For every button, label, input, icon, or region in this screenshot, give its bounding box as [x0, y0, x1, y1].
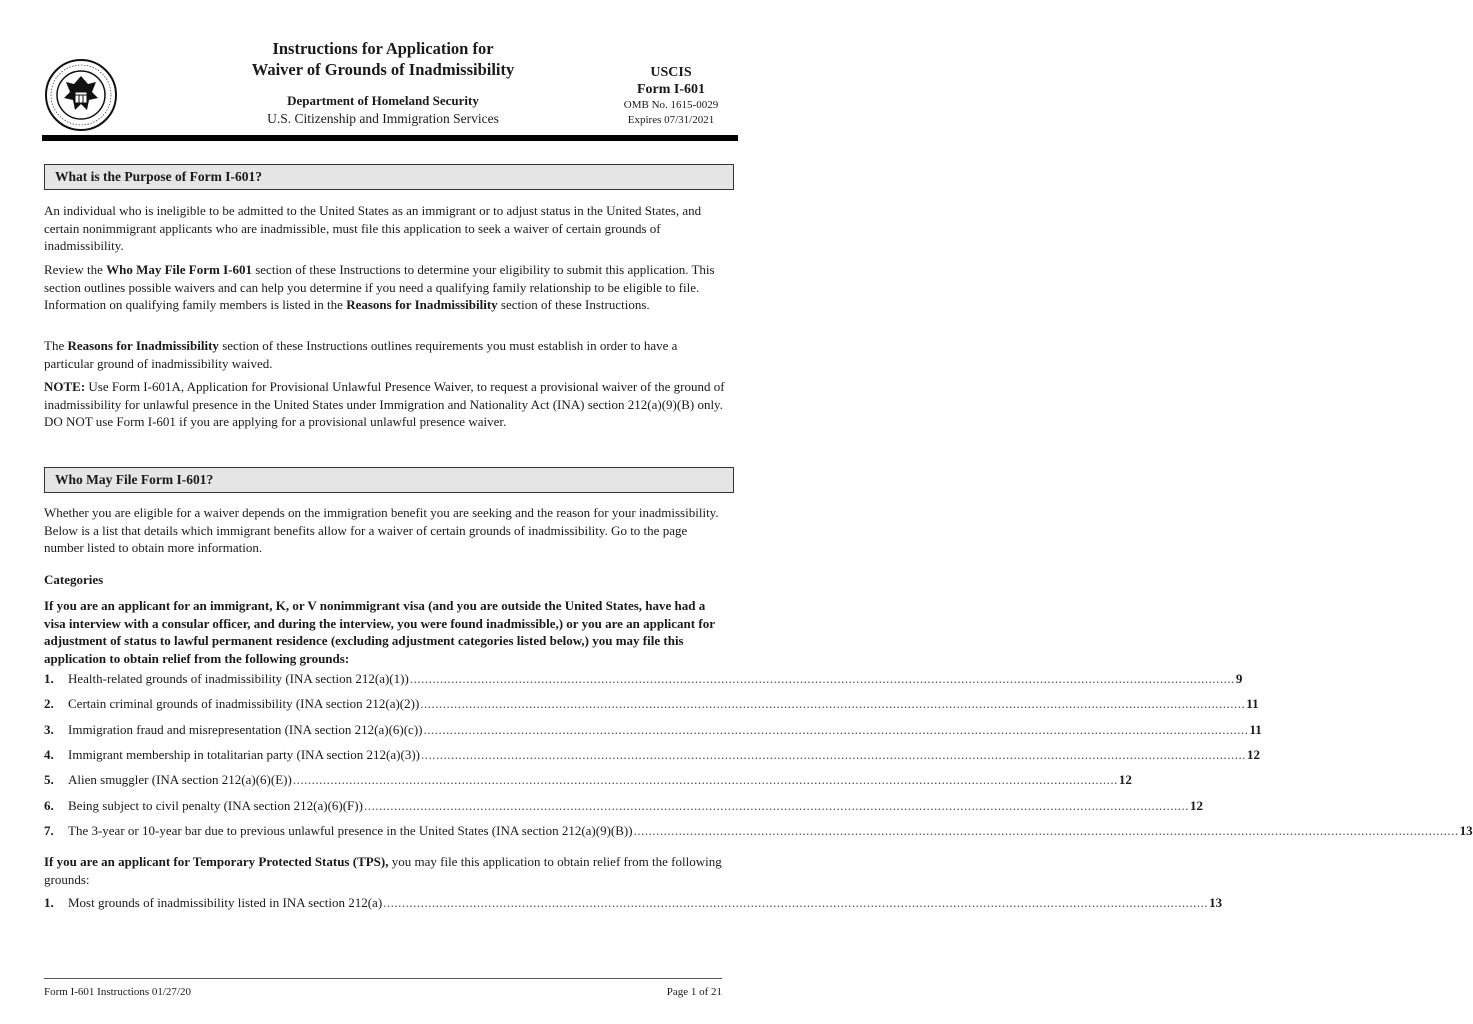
toc-row	[44, 771, 1132, 789]
purpose-paragraph-1: An individual who is ineligible to be admitted to the United States as an immigrant or to adjust status in the United States, and certain nonimmigrant applicants who are inadmissible, must file this application to seek a waiver of certain grounds of inadmissibility.	[44, 203, 702, 253]
title-line-1: Instructions for Application for	[272, 39, 494, 58]
item-text: The 3-year or 10-year bar due to previous unlawful presence in the United States (INA section 212(a)(9)(B))	[68, 822, 633, 838]
item-page-number: 9	[1235, 671, 1243, 686]
item-page-number: 12	[1118, 772, 1132, 788]
reasons-reference: Reasons for Inadmissibility	[346, 297, 498, 312]
item-number: 2.	[44, 696, 54, 712]
categories-heading: Categories	[44, 572, 104, 587]
who-may-file-reference: Who May File Form I-601	[106, 262, 252, 277]
item-text: Certain criminal grounds of inadmissibility (INA section 212(a)(2))	[68, 696, 420, 712]
leader-dots: ............................................................................................................................................................................................................................	[633, 822, 1459, 838]
item-page-number: 12	[1246, 746, 1260, 762]
item-text: Being subject to civil penalty (INA section 212(a)(6)(F))	[68, 797, 363, 813]
item-page-number: 12	[1189, 797, 1203, 813]
item-text: Alien smuggler (INA section 212(a)(6)(E))	[68, 772, 292, 788]
toc-row	[44, 822, 1473, 840]
item-text: Most grounds of inadmissibility listed in INA section 212(a)	[68, 895, 383, 910]
purpose-paragraph-2: Review the Who May File Form I-601 section of these Instructions to determine your eligibility to submit this application. This section outlines possible waivers and can help you determine if you need a qualifying family relationship to be eligible to file. Information on qualifying family members is listed in the Reasons for Inadmissibility section of these Instructions.	[44, 262, 715, 312]
item-text: Immigration fraud and misrepresentation (INA section 212(a)(6)(c))	[68, 721, 423, 737]
form-identifier-block	[606, 64, 736, 128]
applicant-eligibility-paragraph: If you are an applicant for an immigrant, K, or V nonimmigrant visa (and you are outside the United States, have had a visa interview with a consular officer, and during the interview, you were found inadmissible,) or you are an applicant for adjustment of status to lawful permanent residence (excluding adjustment categories listed below,) you may file this application to obtain relief from the following grounds:	[44, 598, 715, 666]
item-text: Immigrant membership in totalitarian party (INA section 212(a)(3))	[68, 746, 420, 762]
form-number: Form I-601	[636, 82, 706, 97]
who-paragraph-1: Whether you are eligible for a waiver depends on the immigration benefit you are seeking and the reason for your inadmissibility. Below is a list that details which immigrant benefits allow for a waiver of certain grounds of inadmissibility. Go to the page number listed to obtain more information.	[44, 505, 719, 555]
item-number: 5.	[44, 772, 54, 788]
item-number: 1.	[44, 671, 54, 686]
footer-page-number: Page 1 of 21	[666, 986, 722, 998]
leader-dots: ............................................................................................................................................................................................................................	[383, 895, 1209, 910]
toc-row	[44, 797, 1203, 815]
item-page-number: 13	[1209, 895, 1223, 910]
item-number: 4.	[44, 746, 54, 762]
omb-number: OMB No. 1615-0029	[623, 99, 719, 111]
reasons-reference-2: Reasons for Inadmissibility	[67, 338, 219, 353]
footer-divider	[44, 978, 722, 979]
footer-form-version: Form I-601 Instructions 01/27/20	[44, 986, 191, 998]
item-number: 3.	[44, 721, 54, 737]
department-name: Department of Homeland Security	[287, 93, 479, 108]
item-number: 6.	[44, 797, 54, 813]
leader-dots: ............................................................................................................................................................................................................................	[420, 696, 1246, 712]
item-text: Health-related grounds of inadmissibility (INA section 212(a)(1))	[68, 671, 409, 686]
item-number: 1.	[44, 895, 54, 910]
item-page-number: 13	[1459, 822, 1473, 838]
header-divider	[42, 135, 738, 141]
note-label: NOTE:	[44, 379, 86, 394]
toc-row	[44, 894, 1223, 912]
leader-dots: ............................................................................................................................................................................................................................	[363, 797, 1189, 813]
note-paragraph: NOTE: Use Form I-601A, Application for Provisional Unlawful Presence Waiver, to request a provisional waiver of the ground of inadmissibility for unlawful presence in the United States under Immigration and Nationality Act (INA) section 212(a)(9)(B) only. DO NOT use Form I-601 if you are applying for a provisional unlawful presence waiver.	[44, 379, 725, 429]
leader-dots: ............................................................................................................................................................................................................................	[420, 746, 1246, 762]
item-page-number: 11	[1249, 721, 1262, 737]
section-heading-purpose: What is the Purpose of Form I-601?	[44, 164, 734, 190]
toc-row	[44, 670, 1243, 688]
title-line-2: Waiver of Grounds of Inadmissibility	[251, 60, 515, 79]
leader-dots: ............................................................................................................................................................................................................................	[423, 721, 1249, 737]
section-heading-who-may-file: Who May File Form I-601?	[44, 467, 734, 493]
item-page-number: 11	[1246, 696, 1259, 712]
toc-row	[44, 746, 1260, 764]
item-number: 7.	[44, 822, 54, 838]
toc-row	[44, 695, 1259, 713]
toc-row	[44, 721, 1262, 739]
tps-bold-lead: If you are an applicant for Temporary Protected Status (TPS),	[44, 854, 389, 869]
leader-dots: ............................................................................................................................................................................................................................	[409, 671, 1235, 686]
agency-name: U.S. Citizenship and Immigration Services	[267, 111, 499, 126]
leader-dots: ............................................................................................................................................................................................................................	[292, 772, 1118, 788]
tps-paragraph: If you are an applicant for Temporary Protected Status (TPS), you may file this application to obtain relief from the following grounds:	[44, 854, 722, 887]
expiration-date: Expires 07/31/2021	[627, 114, 715, 126]
document-title	[180, 38, 586, 80]
uscis-label: USCIS	[650, 65, 692, 80]
dhs-seal-icon	[44, 58, 118, 132]
purpose-paragraph-3: The Reasons for Inadmissibility section of these Instructions outlines requirements you must establish in order to have a particular ground of inadmissibility waived.	[44, 338, 678, 371]
